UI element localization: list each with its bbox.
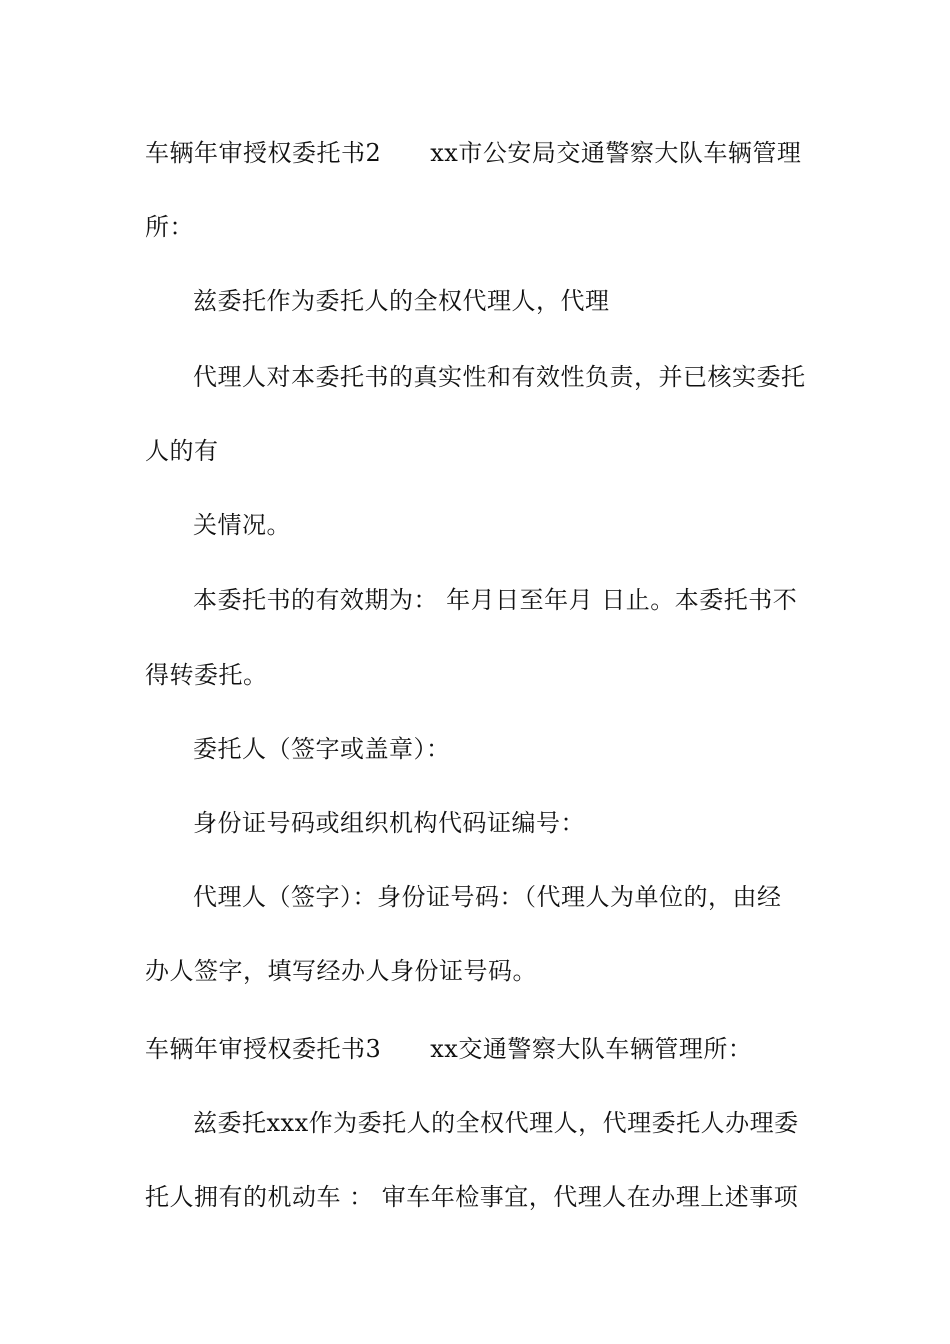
doc-line-entrust-xxx: 兹委托xxx作为委托人的全权代理人，代理委托人办理委 (193, 1109, 799, 1137)
doc-line-validity: 本委托书的有效期为： 年月日至年月 日止。本委托书不 (193, 586, 798, 614)
doc-line-responsibility-cont: 人的有 (145, 437, 219, 465)
doc-line-entrust: 兹委托作为委托人的全权代理人，代理 (193, 287, 610, 315)
doc-line-addressee-end: 所： (145, 213, 194, 241)
doc-line-no-transfer: 得转委托。 (145, 661, 268, 689)
doc-line-situation: 关情况。 (193, 511, 291, 539)
doc-line-title-2: 车辆年审授权委托书2 xx市公安局交通警察大队车辆管理 (145, 139, 802, 167)
doc-line-agent-signature-cont: 办人签字，填写经办人身份证号码。 (145, 957, 537, 985)
doc-line-title-3: 车辆年审授权委托书3 xx交通警察大队车辆管理所： (145, 1035, 753, 1063)
doc-line-id-number: 身份证号码或组织机构代码证编号： (193, 809, 585, 837)
doc-line-principal-signature: 委托人（签字或盖章）： (193, 735, 451, 763)
doc-line-responsibility: 代理人对本委托书的真实性和有效性负责，并已核实委托 (193, 363, 806, 391)
doc-line-vehicle-matter: 托人拥有的机动车 ： 审车年检事宜，代理人在办理上述事项 (145, 1183, 799, 1211)
doc-line-agent-signature: 代理人（签字）：身份证号码：（代理人为单位的，由经 (193, 883, 782, 911)
